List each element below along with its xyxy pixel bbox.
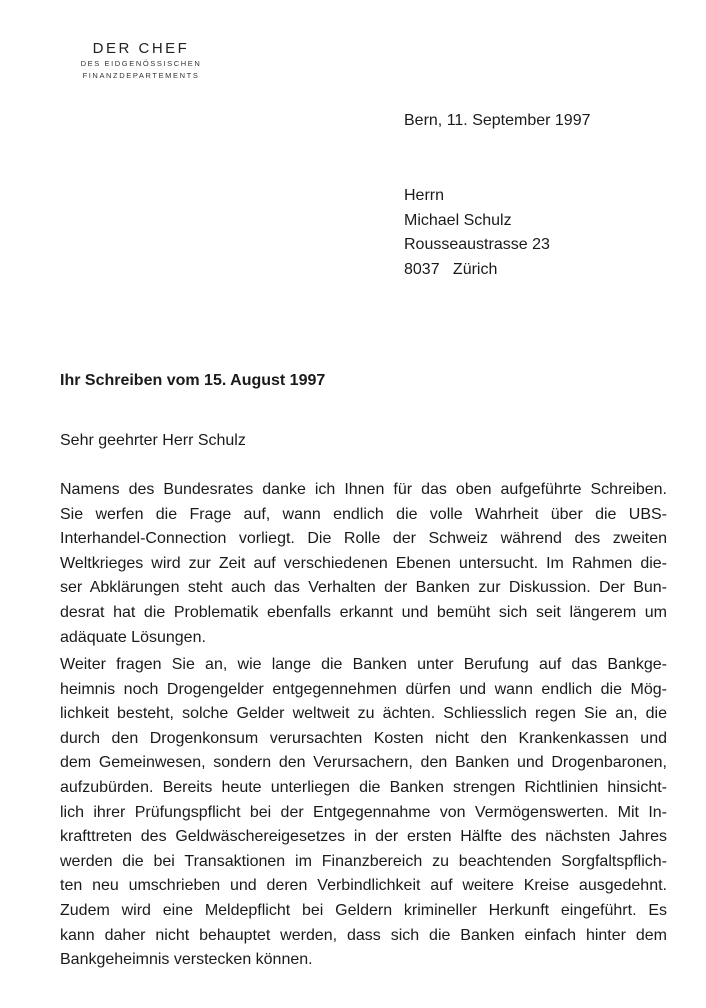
recipient-street: Rousseaustrasse 23 <box>404 236 550 253</box>
paragraph-line: dem Gemeinwesen, sondern den Verursachern, den Banken und Drogenbaronen, <box>60 754 667 772</box>
letterhead-subtitle-line2: FINANZDEPARTEMENTS <box>82 71 200 80</box>
recipient-city: 8037 Zürich <box>404 260 498 278</box>
paragraph-line: krafttreten des Geldwäschereigesetzes in der ersten Hälfte des nächsten Jahres <box>60 828 667 846</box>
paragraph-line: ten neu umschrieben und deren Verbindlichkeit auf weitere Kreise ausgedehnt. <box>60 877 667 895</box>
recipient-name: Michael Schulz <box>404 211 512 229</box>
paragraph-line: lichkeit besteht, solche Gelder weltweit zu ächten. Schliesslich regen Sie an, die <box>60 705 667 723</box>
paragraph-line: Sie werfen die Frage auf, wann endlich die volle Wahrheit über die UBS- <box>60 505 667 523</box>
paragraph-line: ser Abklärungen steht auch das Verhalten der Banken zur Diskussion. Der Bun- <box>60 579 667 597</box>
paragraph-line: Namens des Bundesrates danke ich Ihnen für das oben aufgeführte Schreiben. <box>60 481 667 498</box>
body-paragraph-1 <box>60 478 667 650</box>
letterhead-subtitle-line1: DES EIDGENÖSSISCHEN <box>80 59 202 68</box>
paragraph-line: Zudem wird eine Meldepflicht bei Geldern krimineller Herkunft eingeführt. Es <box>60 901 667 919</box>
paragraph-line: durch den Drogenkonsum verursachten Kosten nicht den Krankenkassen und <box>60 729 667 747</box>
paragraph-line: desrat hat die Problematik ebenfalls erkannt und bemüht sich seit längerem um <box>60 603 667 621</box>
paragraph-line: Weltkrieges wird zur Zeit auf verschiedenen Ebenen untersucht. Im Rahmen die- <box>60 554 667 572</box>
paragraph-line: werden die bei Transaktionen im Finanzbereich zu beachtenden Sorgfaltspflich- <box>60 852 667 870</box>
body-paragraph-2 <box>60 653 667 973</box>
paragraph-line: aufzubürden. Bereits heute unterliegen die Banken strengen Richtlinien hinsicht- <box>60 778 667 796</box>
paragraph-line: Weiter fragen Sie an, wie lange die Banken unter Berufung auf das Bankge- <box>60 656 667 673</box>
letter-salutation: Sehr geehrter Herr Schulz <box>60 432 246 449</box>
recipient-address <box>404 184 550 282</box>
paragraph-line: Bankgeheimnis verstecken können. <box>60 951 313 969</box>
paragraph-line: Interhandel-Connection vorliegt. Die Rolle der Schweiz während des zweiten <box>60 530 667 548</box>
paragraph-line: heimnis noch Drogengelder entgegennehmen dürfen und wann endlich die Mög- <box>60 680 667 698</box>
recipient-salutation-line: Herrn <box>404 187 445 204</box>
letter-subject: Ihr Schreiben vom 15. August 1997 <box>60 372 326 389</box>
paragraph-line: adäquate Lösungen. <box>60 628 206 646</box>
paragraph-line: kann daher nicht behauptet werden, dass sich die Banken einfach hinter dem <box>60 926 667 944</box>
letterhead-title: DER CHEF <box>92 40 190 57</box>
letterhead <box>76 40 206 82</box>
letter-date: Bern, 11. September 1997 <box>404 112 591 129</box>
paragraph-line: lich ihrer Prüfungspflicht bei der Entgegennahme von Vermögenswerten. Mit In- <box>60 803 667 821</box>
